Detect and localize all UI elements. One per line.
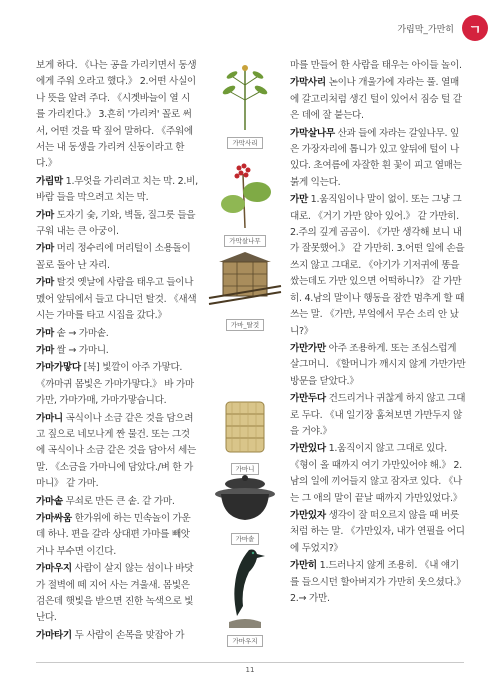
figure-caption: 가마우지 <box>227 635 262 647</box>
entry: 가마타기 두 사람이 손목을 맞잡아 가 <box>36 629 185 641</box>
entry: 가마가맣다 [북] 빛깔이 아주 가맣다. 《까마귀 몸빛은 가마가맣다.》 바 가마가만, 가마가매, 가마가맣습니다. <box>36 362 194 407</box>
cormorant-icon <box>215 544 275 628</box>
palanquin-icon <box>207 248 283 312</box>
entry: 가만있자 생각이 잘 떠오르지 않을 때 버릇처럼 하는 말. 《가만있자, 내가 연필을 어디에 두었지?》 <box>290 509 465 554</box>
figure-straw-sack <box>205 396 285 475</box>
figure-iron-pot <box>205 472 285 545</box>
figure-palanquin <box>205 248 285 331</box>
right-column <box>290 58 466 608</box>
iron-pot-icon <box>213 472 277 526</box>
figure-gamaksal-tree <box>205 154 285 247</box>
entry: 가막살나무 산과 들에 자라는 갈잎나무. 잎은 가장자리에 톱니가 있고 앞뒤에 털이 나 있다. 초여름에 자잘한 흰 꽃이 피고 열매는 붉게 익는다. <box>290 127 462 188</box>
figure-caption: 가마_탈것 <box>226 319 264 331</box>
entry: 가만두다 건드리거나 귀찮게 하지 않고 그대로 두다. 《내 일기장 훔쳐보면 가만두지 않을 거야.》 <box>290 393 466 437</box>
figure-caption: 가막살나무 <box>224 235 265 247</box>
figure-caption: 가막사리 <box>227 137 262 149</box>
entry: 가림막 1.무엇을 가리려고 치는 막. 2.비, 바람 들을 막으려고 치는 막. <box>36 175 198 204</box>
entry: 가만 1.움직임이나 말이 없이. 또는 그냥 그대로. 《거기 가만 앉아 있어.》 같 가만히. 2.주의 깊게 곰곰이. 《가만 생각해 보니 내가 잘못했어.》 같 가만히. 3.어떤 일에 손을 쓰지 않고 그대로. 《아기가 기저귀에 똥을 쌌는데도 가만 있으면 어떡하니?》 같 가만히. 4.남의 말이나 행동을 잠깐 멈추게 할 때 쓰는 말. 《가만, 부엌에서 무슨 소리 안 났니?》 <box>290 194 465 337</box>
header <box>397 14 488 42</box>
guide-words: 가림막_가만히 <box>397 24 454 35</box>
straw-sack-icon <box>218 396 272 456</box>
figure-caption: 가마니 <box>231 463 260 475</box>
figure-gamaksari <box>205 60 285 149</box>
entry: 가마 솥 → 가마솥. <box>36 327 109 339</box>
footer-rule <box>36 662 464 663</box>
page-number: 11 <box>245 666 255 674</box>
entry: 마를 만들어 한 사람을 태우는 아이들 놀이. <box>290 60 462 71</box>
entry: 가마솥 무쇠로 만든 큰 솥. 같 가마. <box>36 495 175 507</box>
entry: 가마니 곡식이나 소금 같은 것을 담으려고 짚으로 네모나게 짠 물건. 또는 그것에 곡식이나 소금 같은 것을 담아서 세는 말. 《소금을 가마니에 담았다./벼 한 가마니》 같 가마. <box>36 412 196 490</box>
entry: 가만히 1.드러나지 않게 조용히. 《내 얘기를 들으시던 할아버지가 가만히 웃으셨다.》 2.→ 가만. <box>290 560 466 604</box>
figure-cormorant <box>205 544 285 647</box>
entry: 가마우지 사람이 살지 않는 섬이나 바닷가 절벽에 떼 지어 사는 겨울새. 몸빛은 검은데 햇빛을 받으면 진한 녹색으로 빛난다. <box>36 563 194 624</box>
entry: 가마 탈것 옛날에 사람을 태우고 들이나 멨어 앞뒤에서 들고 다니던 탈것. 《새색시는 가마를 타고 시집을 갔다.》 <box>36 277 197 322</box>
entry: 가마싸움 한가위에 하는 민속놀이 가운데 하나. 편을 갈라 상대편 가마를 빼앗거나 부수면 이긴다. <box>36 512 191 557</box>
gamaksari-plant-icon <box>215 60 275 130</box>
section-tab: ㄱ <box>462 15 488 41</box>
entry: 가마 머리 정수리에 머리털이 소용돌이 꼴로 돌아 난 자리. <box>36 243 191 271</box>
entry: 가막사리 논이나 개울가에 자라는 풀. 열매에 갈고리처럼 생긴 털이 있어서 짐승 털 같은 데에 잘 붙는다. <box>290 77 462 122</box>
entry: 가만있다 1.움직이지 않고 그대로 있다. 《형이 올 때까지 여기 가만있어야 해.》 2.남의 일에 끼어들지 않고 잠자코 있다. 《나는 그 애의 말이 끝날 때까지 가만있었다.》 <box>290 443 463 504</box>
gamaksal-tree-icon <box>213 154 277 228</box>
left-column <box>36 58 198 645</box>
entry: 가마 도자기 숯, 기와, 벽돌, 질그릇 들을 구워 내는 큰 아궁이. <box>36 209 196 238</box>
entry: 가만가만 아주 조용하게. 또는 조심스럽게 살그머니. 《할머니가 깨시지 않게 가만가만 방문을 닫았다.》 <box>290 342 466 387</box>
entry: 가마 쌀 → 가마니. <box>36 344 109 356</box>
figure-caption: 가마솥 <box>231 533 260 545</box>
entry: 보게 하다. 《나는 공을 가리키면서 동생에게 주워 오라고 했다.》 2.어떤 사실이나 뜻을 알려 주다. 《시곗바늘이 열 시를 가리킨다.》 3.흔히 '가리켜' 꼴로 써서, 어떤 것을 딱 짚어 말하다. 《주워에서는 내 동생을 가리켜 신동이라고 한다.》 <box>36 60 197 170</box>
illustration-column <box>205 58 285 648</box>
